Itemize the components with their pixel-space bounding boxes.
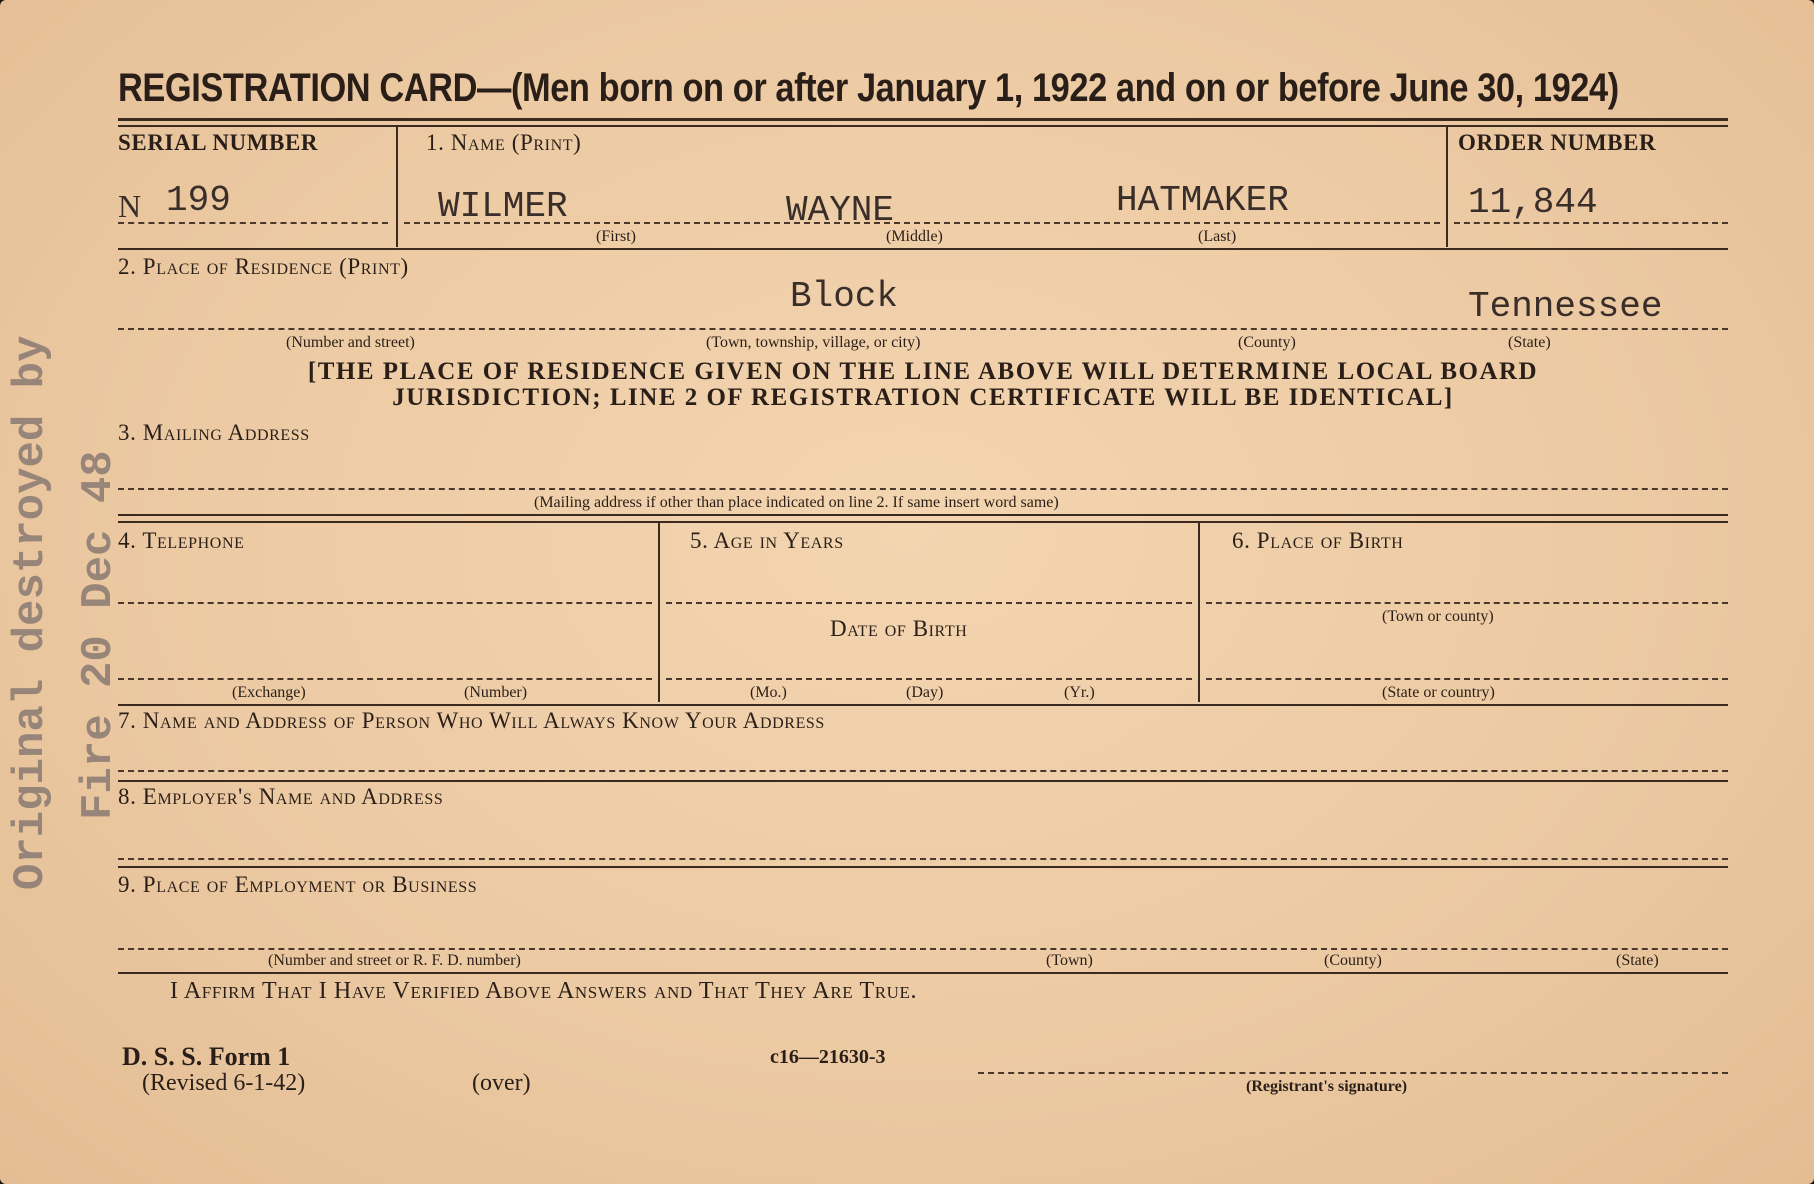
age-birth-divider bbox=[1198, 522, 1200, 702]
employment-line bbox=[118, 948, 1728, 950]
signature-caption: (Registrant's signature) bbox=[1246, 1078, 1408, 1095]
person-line bbox=[118, 770, 1728, 772]
serial-value: 199 bbox=[166, 180, 231, 221]
mo-caption: (Mo.) bbox=[750, 684, 787, 701]
residence-label: 2. Place of Residence (Print) bbox=[118, 254, 409, 279]
state-country-caption: (State or country) bbox=[1382, 684, 1495, 701]
destroyed-stamp-line-1: Original destroyed by bbox=[6, 335, 56, 890]
emp-street-caption: (Number and street or R. F. D. number) bbox=[268, 952, 521, 969]
serial-divider bbox=[396, 127, 398, 247]
exchange-caption: (Exchange) bbox=[232, 684, 306, 701]
telephone-line-1 bbox=[118, 602, 652, 604]
employment-label: 9. Place of Employment or Business bbox=[118, 872, 478, 897]
tel-age-divider bbox=[658, 522, 660, 702]
name-first-value: WILMER bbox=[438, 186, 568, 227]
row3-bottom-rule-2 bbox=[118, 521, 1728, 523]
town-county-caption: (Town or county) bbox=[1382, 608, 1494, 625]
emp-county-caption: (County) bbox=[1324, 952, 1382, 969]
mailing-caption: (Mailing address if other than place indicated on line 2. If same insert word same) bbox=[534, 494, 1059, 511]
name-line bbox=[404, 222, 1440, 224]
serial-line bbox=[118, 222, 388, 224]
birthplace-line-1 bbox=[1206, 602, 1728, 604]
birthplace-line-2 bbox=[1206, 678, 1728, 680]
age-line bbox=[666, 602, 1192, 604]
mailing-line bbox=[118, 488, 1728, 490]
residence-state-value: Tennessee bbox=[1468, 286, 1663, 327]
res-county-caption: (County) bbox=[1238, 334, 1296, 351]
yr-caption: (Yr.) bbox=[1064, 684, 1095, 701]
number-caption: (Number) bbox=[464, 684, 528, 701]
row8-bottom-rule bbox=[118, 866, 1728, 868]
birthplace-label: 6. Place of Birth bbox=[1232, 528, 1404, 553]
row4-bottom-rule bbox=[118, 704, 1728, 706]
serial-prefix: N bbox=[118, 188, 142, 224]
name-last-value: HATMAKER bbox=[1116, 180, 1289, 221]
signature-line bbox=[978, 1072, 1728, 1074]
mailing-address-label: 3. Mailing Address bbox=[118, 420, 310, 445]
res-state-caption: (State) bbox=[1508, 334, 1551, 351]
day-caption: (Day) bbox=[906, 684, 944, 701]
first-caption: (First) bbox=[596, 228, 636, 245]
telephone-line-2 bbox=[118, 678, 652, 680]
notice-line-1: [THE PLACE OF RESIDENCE GIVEN ON THE LINE ABOVE WILL DETERMINE LOCAL BOARD bbox=[307, 358, 1539, 385]
res-street-caption: (Number and street) bbox=[286, 334, 415, 351]
emp-state-caption: (State) bbox=[1616, 952, 1659, 969]
last-caption: (Last) bbox=[1198, 228, 1237, 245]
order-number-value: 11,844 bbox=[1468, 182, 1598, 223]
residence-line bbox=[118, 328, 1728, 330]
row3-bottom-rule bbox=[118, 514, 1728, 516]
over-note: (over) bbox=[472, 1070, 531, 1096]
name-label: 1. Name (Print) bbox=[426, 130, 582, 155]
print-code: c16—21630-3 bbox=[770, 1046, 886, 1068]
card-title: REGISTRATION CARD—(Men born on or after January 1, 1922 and on or before June 30, 1924) bbox=[118, 66, 1619, 110]
telephone-label: 4. Telephone bbox=[118, 528, 245, 553]
row9-bottom-rule bbox=[118, 972, 1728, 974]
employer-label: 8. Employer's Name and Address bbox=[118, 784, 444, 809]
order-line bbox=[1454, 222, 1728, 224]
employer-line bbox=[118, 858, 1728, 860]
affirm-statement: I Affirm That I Have Verified Above Answers and That They Are True. bbox=[170, 978, 918, 1004]
order-number-label: ORDER NUMBER bbox=[1458, 130, 1657, 155]
middle-caption: (Middle) bbox=[886, 228, 943, 245]
dob-line bbox=[666, 678, 1192, 680]
name-middle-value: WAYNE bbox=[786, 190, 895, 231]
emp-town-caption: (Town) bbox=[1046, 952, 1093, 969]
residence-town-value: Block bbox=[790, 276, 899, 317]
form-revised: (Revised 6-1-42) bbox=[142, 1070, 306, 1096]
person-label: 7. Name and Address of Person Who Will Always Know Your Address bbox=[118, 708, 825, 733]
destroyed-stamp-line-2: Fire 20 Dec 48 bbox=[74, 450, 124, 820]
serial-number-label: SERIAL NUMBER bbox=[118, 130, 319, 155]
notice-line-2: JURISDICTION; LINE 2 OF REGISTRATION CERTIFICATE WILL BE IDENTICAL] bbox=[392, 384, 1454, 411]
title-rule-2 bbox=[118, 125, 1728, 127]
res-town-caption: (Town, township, village, or city) bbox=[706, 334, 921, 351]
form-id: D. S. S. Form 1 bbox=[122, 1042, 291, 1071]
age-label: 5. Age in Years bbox=[690, 528, 844, 553]
title-rule bbox=[118, 118, 1728, 121]
row7-bottom-rule bbox=[118, 780, 1728, 782]
dob-label: Date of Birth bbox=[830, 616, 968, 641]
row1-bottom-rule bbox=[118, 248, 1728, 250]
order-divider bbox=[1446, 127, 1448, 247]
